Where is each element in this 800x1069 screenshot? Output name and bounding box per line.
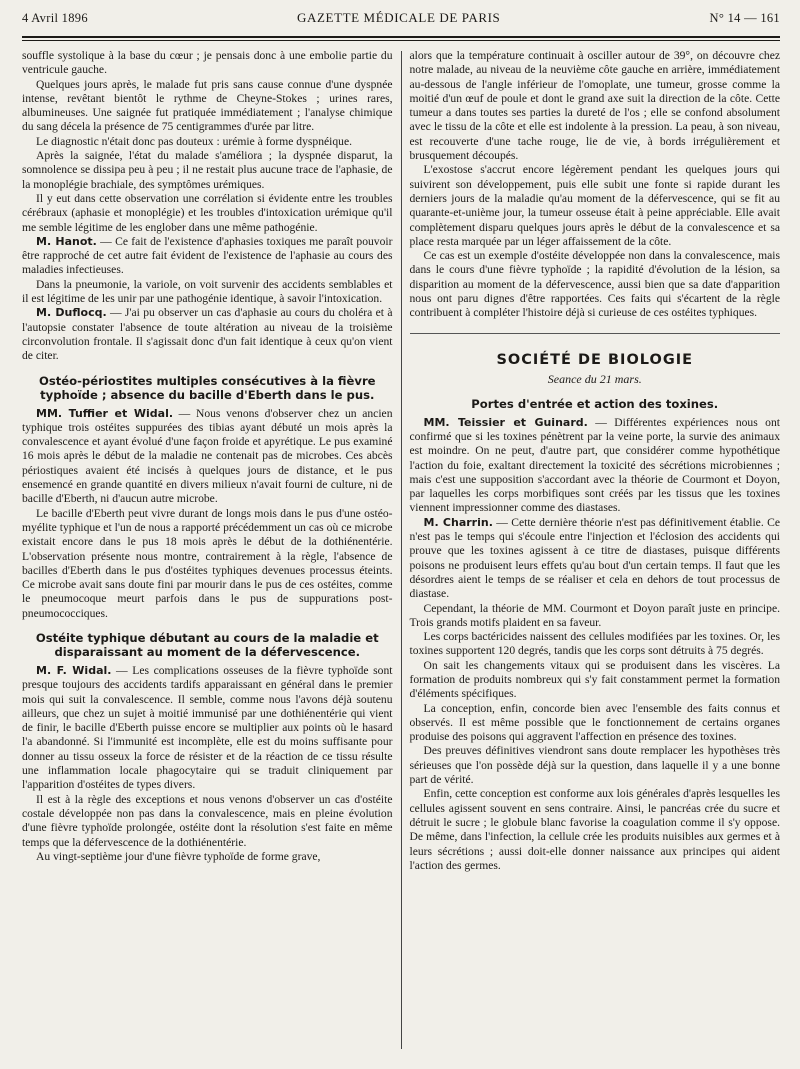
- paragraph: Le diagnostic n'était donc pas douteux : urémie à forme dyspnéique.: [36, 134, 352, 148]
- paragraph: Ce cas est un exemple d'ostéite développée non dans la convalescence, mais dans le cours d'une fièvre typhoïde ; la rapidité d'évolution de la lésion, sa disparition au moment de la défervescence, aussi bien que sa date d'apparition nous ont paru dignes d'être rapportées. Ces faits qui s'écartent de la règle contribuent à compléter l'histoire déjà si curieuse de ces ostéites typhiques.: [409, 249, 780, 320]
- right-column: [402, 49, 781, 1049]
- speaker-name: MM. Tuffier et Widal.: [36, 406, 174, 420]
- paragraph: Au vingt-septième jour d'une fièvre typhoïde de forme grave,: [36, 849, 321, 863]
- paragraph-text: — Les complications osseuses de la fièvre typhoïde sont presque toujours des accidents tardifs apparaissant en général dans le premier mois qui suit la convalescence. Il semble, comme nous l'avons déjà soutenu ailleurs, que chez un sujet à moitié immunisé par une dothiénentérie qui vient de finir, le bacille d'Eberth puisse encore se multiplier aux points où le hasard l'a abandonné. Si l'immunité est incomplète, elle est du moins suffisante pour donner au tissu osseux la force de résister et de la réaction de ce tissu résulte une inflammation locale phagocytaire qui se traduit cliniquement par l'apparition d'ostéites de types divers.: [22, 663, 393, 792]
- paragraph: [22, 407, 393, 507]
- header-rule-thick: [22, 36, 780, 38]
- paragraph: On sait les changements vitaux qui se produisent dans les viscères. La formation de produits nombreux qui s'y fait constamment permet la formation d'éléments spécifiques.: [409, 658, 780, 701]
- paragraph: [410, 416, 781, 516]
- paragraph: Il est à la règle des exceptions et nous venons d'observer un cas d'ostéite costale développée non pas dans la convalescence, mais en pleine évolution d'une fièvre typhoïde prolongée, ostéite dont la résolution s'est faite en même temps que la défervescence de la dothiénentérie.: [22, 792, 393, 849]
- paragraph: Quelques jours après, le malade fut pris sans cause connue d'une dyspnée intense, revêtant bientôt le rythme de Cheyne-Stokes ; urines rares, albumineuses. Une saignée fut pratiquée immédiatement ; l'analyse chimique du sang décela la présence de 75 centigrammes d'urée par litre.: [22, 77, 393, 134]
- page-header: [22, 10, 780, 32]
- paragraph: souffle systolique à la base du cœur ; je pensais donc à une embolie partie du ventricule gauche.: [22, 49, 393, 77]
- paragraph-text: — Cette dernière théorie n'est pas définitivement établie. Ce n'est pas le temps qui s'écoule entre l'injection et l'éclosion des accidents qui prouve que les toxines agissent à ce titre de diastases, puisque différents poisons ne produisent leurs effets qu'au bout d'un certain temps. Il faut que les désordres aient le temps de se réaliser et cela en dehors de tout processus de diastase.: [409, 515, 780, 601]
- paragraph: [410, 516, 781, 602]
- paragraph-text: — J'ai pu observer un cas d'aphasie au cours du choléra et à l'autopsie constater l'absence de toute altération au niveau de la troisième circonvolution frontale. Il s'agissait donc d'un fait identique à ceux qu'on vient de citer.: [22, 306, 393, 363]
- paragraph: [22, 306, 393, 363]
- header-issue: N° 14 — 161: [709, 11, 780, 25]
- paragraph: Dans la pneumonie, la variole, on voit survenir des accidents semblables et il est légitime de les unir par une pathogénie identique, à savoir l'intoxication.: [22, 277, 393, 306]
- left-column: [22, 49, 401, 1049]
- paragraph: Le bacille d'Eberth peut vivre durant de longs mois dans le pus d'une ostéo-myélite typhique et l'un de nous a rapporté précédemment un cas où ce microbe existait encore dans le pus 18 mois après le début de la dothiénentérie. L'observation présente nous montre, contrairement à la règle, l'absence de bacilles d'Eberth dans le pus d'ostéites typhiques devenues processus éteints. Ce microbe avait sans doute fini par mourir dans le pus de ces ostéites, comme le pneumocoque meurt parfois dans le pus de suppurations post-pneumococciques.: [22, 506, 393, 620]
- section-rule: [410, 333, 781, 334]
- columns: [22, 49, 780, 1049]
- paragraph: Les corps bactéricides naissent des cellules modifiées par les toxines. Or, les toxines supportent 120 degrés, tandis que les corps sont détruits à 75 degrés.: [409, 630, 780, 658]
- speaker-name: M. Charrin.: [423, 515, 493, 529]
- paragraph: alors que la température continuait à osciller autour de 39°, on découvre chez notre malade, au niveau de la neuvième côte gauche en arrière, immédiatement au-dessous de l'angle inférieur de l'omoplate, une tumeur, grosse comme la moitié d'un œuf de poule et dont le grand axe suit la direction de la côte. Cette tumeur a dans toutes ses parties la dureté de l'os ; elle se confond absolument avec le tissu de la côte et elle est indolente à la pression. La peau, à son niveau, est recouverte d'une tache rouge, lie de vie, à bords irrégulièrement et brusquement découpés.: [409, 49, 780, 163]
- session-date: Seance du 21 mars.: [547, 371, 642, 386]
- section-heading: Ostéite typhique débutant au cours de la maladie et disparaissant au moment de la défervescence.: [35, 630, 379, 659]
- paragraph: La conception, enfin, concorde bien avec l'ensemble des faits connus et observés. Il est même possible que le fonctionnement de certains organes produise des poisons qui aggravent l'affection en présence des toxines.: [409, 701, 780, 744]
- header-title: GAZETTE MÉDICALE DE PARIS: [297, 10, 501, 25]
- paragraph: Il y eut dans cette observation une corrélation si évidente entre les troubles cérébraux (aphasie et monoplégie) et les troubles d'intoxication urémique qu'il me semble légitime de les englober dans une même pathogénie.: [22, 191, 393, 234]
- paragraph: Cependant, la théorie de MM. Courmont et Doyon paraît juste en principe. Trois grands motifs plaident en sa faveur.: [409, 601, 780, 629]
- speaker-name: MM. Teissier et Guinard.: [423, 415, 588, 429]
- paragraph: Enfin, cette conception est conforme aux lois générales d'après lesquelles les cellules agissent souvent en sens contraire. Ainsi, le pancréas crée du sucre et détruit le sucre ; le globule blanc favorise la coagulation comme il s'y oppose. De même, dans l'infection, la cellule crée les produits nuisibles aux germes et à leurs sécrétions ; aussi doit-elle donner naissance aux principes qui aident l'action des germes.: [409, 787, 780, 872]
- paragraph-text: — Différentes expériences nous ont confirmé que si les toxines pénètrent par la veine porte, la survie des animaux est moindre. On ne peut, d'autre part, que considérer comme hypothétique l'action du foie, exaltant directement la toxicité des sécrétions microbiennes ; mais c'est une supposition s'accordant avec la théorie de Courmont et Doyon, par laquelles les corps morbifiques sont créés par les tissus que les toxines viennent impressionner comme des diastases.: [409, 415, 780, 515]
- paragraph: [22, 664, 393, 793]
- header-rule-thin: [22, 40, 780, 41]
- paragraph-text: — Nous venons d'observer chez un ancien typhique trois ostéites suppurées des tibias ayant débuté un mois après la convalescence et ayant évolué d'une façon froide et apyrétique. Le pus examiné 16 mois après le début de la maladie ne contenait pas de microbes. Ces abcès périostiques avaient été incisés à quelques jours de distance, et le pus ensemencé en grande quantité en divers milieux n'avait fourni de culture, ni de bacille d'Eberth, ni d'aucun autre microbe.: [22, 406, 393, 506]
- paragraph: Des preuves définitives viendront sans doute remplacer les hypothèses très sérieuses que l'on possède déjà sur la question, dans laquelle il y a une bonne part de vérité.: [409, 744, 780, 787]
- section-heading: Ostéo-périostites multiples consécutives à la fièvre typhoïde ; absence du bacille d'Eberth dans le pus.: [38, 373, 376, 402]
- society-heading: SOCIÉTÉ DE BIOLOGIE: [496, 351, 694, 368]
- speaker-name: M. Duflocq.: [36, 306, 107, 320]
- paragraph: [22, 235, 393, 278]
- speaker-name: M. F. Widal.: [36, 663, 112, 677]
- paragraph-text: — Ce fait de l'existence d'aphasies toxiques me paraît pouvoir être rapproché de cet autre fait évident de l'existence de l'aphasie au cours des maladies infectieuses.: [22, 234, 393, 277]
- header-date: 4 Avril 1896: [22, 11, 88, 25]
- speaker-name: M. Hanot.: [36, 234, 97, 248]
- section-heading: Portes d'entrée et action des toxines.: [471, 396, 719, 411]
- paragraph: L'exostose s'accrut encore légèrement pendant les quelques jours qui suivirent son développement, puis elle subit une fonte si rapide durant les derniers jours de la maladie qu'au moment de la défervescence, qui se fit au quarante-et-unième jour, la tumeur osseuse était à peine appréciable. Elle avait complètement disparu quelques jours après le début de la convalescence et sa place resta marquée par un léger affaissement de la côte.: [409, 163, 780, 248]
- paragraph: Après la saignée, l'état du malade s'améliora ; la dyspnée disparut, la somnolence se dissipa peu à peu ; il ne restait plus aucune trace de l'aphasie, de la monoplégie brachiale, des symptômes urémiques.: [22, 149, 393, 191]
